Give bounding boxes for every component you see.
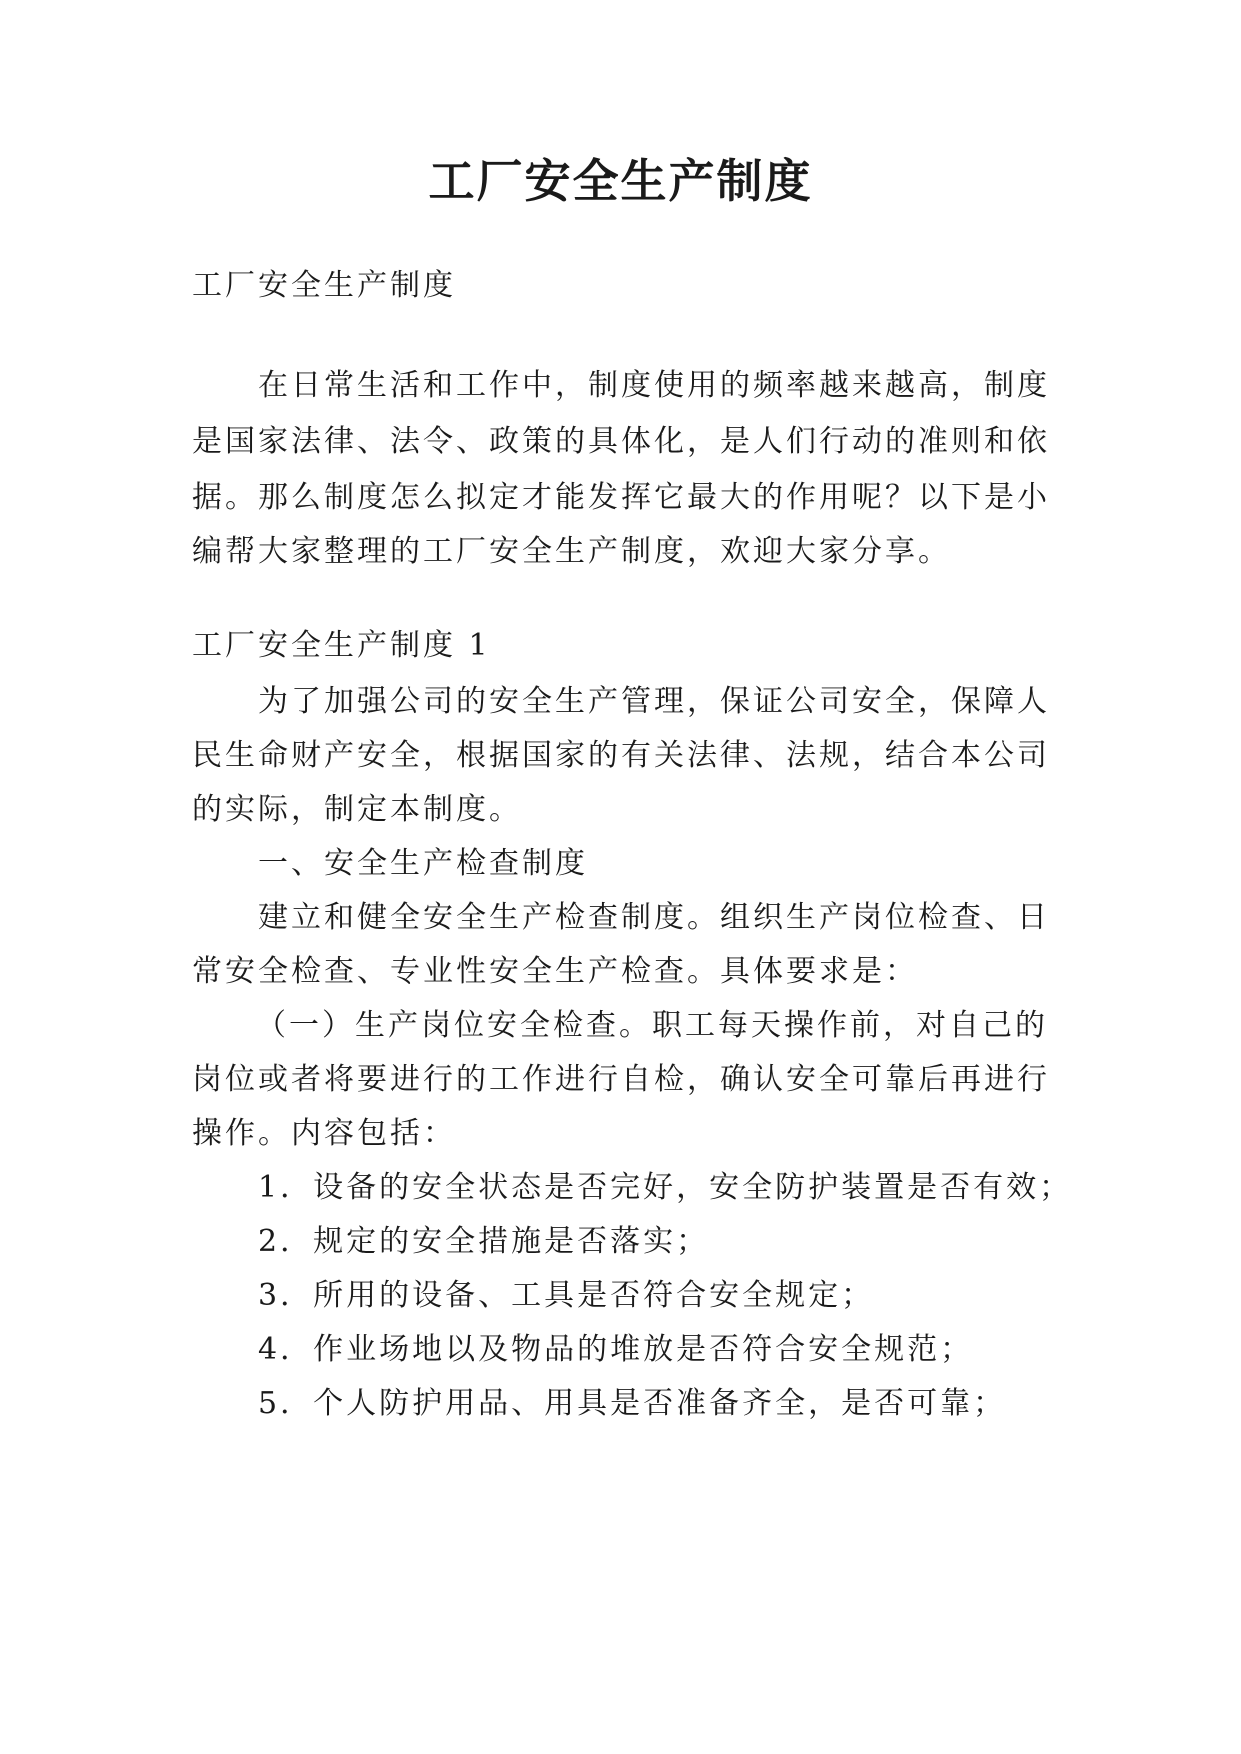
intro-line-1: 在日常生活和工作中，制度使用的频率越来越高，制度: [258, 368, 1050, 403]
section-para-line-1: 为了加强公司的安全生产管理，保证公司安全，保障人: [258, 684, 1050, 719]
item-para-line-1: 建立和健全安全生产检查制度。组织生产岗位检查、日: [258, 900, 1050, 935]
intro-line-2: 是国家法律、法令、政策的具体化，是人们行动的准则和依: [192, 424, 1050, 459]
section-para-line-2: 民生命财产安全，根据国家的有关法律、法规，结合本公司: [192, 738, 1050, 773]
document-title: 工厂安全生产制度: [428, 154, 813, 208]
section-heading: 工厂安全生产制度 1: [192, 628, 491, 663]
list-item-5: 5．个人防护用品、用具是否准备齐全，是否可靠；: [258, 1386, 1007, 1421]
section-para-line-3: 的实际，制定本制度。: [192, 792, 522, 827]
list-item-1: 1．设备的安全状态是否完好，安全防护装置是否有效；: [258, 1170, 1073, 1205]
sub-para-line-1: （一）生产岗位安全检查。职工每天操作前，对自己的: [256, 1008, 1048, 1043]
item-para-line-2: 常安全检查、专业性安全生产检查。具体要求是：: [192, 954, 918, 989]
list-item-4: 4．作业场地以及物品的堆放是否符合安全规范；: [258, 1332, 974, 1367]
intro-line-3: 据。那么制度怎么拟定才能发挥它最大的作用呢？以下是小: [192, 480, 1050, 515]
sub-para-line-3: 操作。内容包括：: [192, 1116, 456, 1151]
sub-para-line-2: 岗位或者将要进行的工作进行自检，确认安全可靠后再进行: [192, 1062, 1050, 1097]
list-item-2: 2．规定的安全措施是否落实；: [258, 1224, 710, 1259]
intro-line-4: 编帮大家整理的工厂安全生产制度，欢迎大家分享。: [192, 534, 951, 569]
document-subtitle: 工厂安全生产制度: [192, 268, 456, 303]
list-item-3: 3．所用的设备、工具是否符合安全规定；: [258, 1278, 875, 1313]
item-heading: 一、安全生产检查制度: [258, 846, 588, 881]
